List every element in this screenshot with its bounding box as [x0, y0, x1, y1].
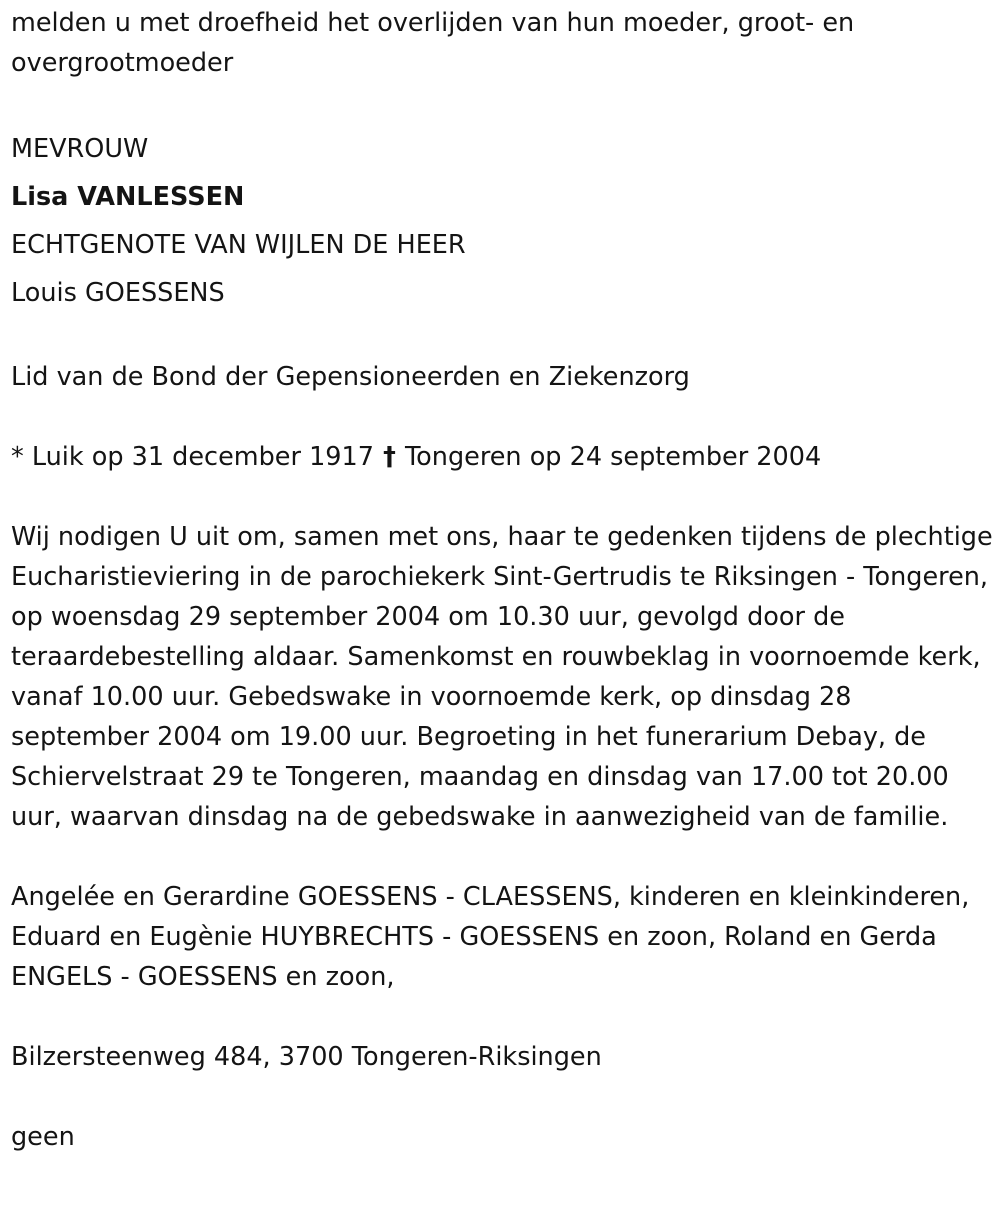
- spouse-name: Louis GOESSENS: [11, 278, 225, 308]
- cross-icon: †: [383, 442, 396, 472]
- obituary-document: [11, 3, 996, 1157]
- deceased-block: [11, 125, 996, 317]
- birth-death-line: [11, 437, 996, 477]
- invitation-text: Wij nodigen U uit om, samen met ons, haar te gedenken tijdens de plechtige Eucharistieviering in de parochiekerk Sint-Gertrudis te Riksingen - Tongeren, op woensdag 29 september 2004 om 10.30 uur, gevolgd door de teraardebestelling aldaar. Samenkomst en rouwbeklag in voornoemde kerk, vanaf 10.00 uur. Gebedswake in voornoemde kerk, op dinsdag 28 september 2004 om 19.00 uur. Begroeting in het funerarium Debay, de Schiervelstraat 29 te Tongeren, maandag en dinsdag van 17.00 tot 20.00 uur, waarvan dinsdag na de gebedswake in aanwezigheid van de familie.: [11, 522, 993, 832]
- spacer: [11, 837, 996, 877]
- spacer: [11, 1077, 996, 1117]
- closing-text: geen: [11, 1122, 75, 1152]
- membership-text: Lid van de Bond der Gepensioneerden en Ziekenzorg: [11, 362, 690, 392]
- death-text: Tongeren op 24 september 2004: [404, 442, 822, 472]
- intro-text: melden u met droefheid het overlijden van hun moeder, groot- en overgrootmoeder: [11, 8, 855, 78]
- spacer: [11, 83, 996, 123]
- family-text: Angelée en Gerardine GOESSENS - CLAESSENS, kinderen en kleinkinderen, Eduard en Eugènie HUYBRECHTS - GOESSENS en zoon, Roland en Gerda ENGELS - GOESSENS en zoon,: [11, 882, 970, 992]
- spouse-relation: ECHTGENOTE VAN WIJLEN DE HEER: [11, 230, 466, 260]
- spacer: [11, 477, 996, 517]
- deceased-name: Lisa VANLESSEN: [11, 182, 245, 212]
- honorific: MEVROUW: [11, 134, 149, 164]
- spacer: [11, 397, 996, 437]
- spacer: [11, 997, 996, 1037]
- spacer: [11, 317, 996, 357]
- address-text: Bilzersteenweg 484, 3700 Tongeren-Riksingen: [11, 1042, 602, 1072]
- birth-text: * Luik op 31 december 1917: [11, 442, 374, 472]
